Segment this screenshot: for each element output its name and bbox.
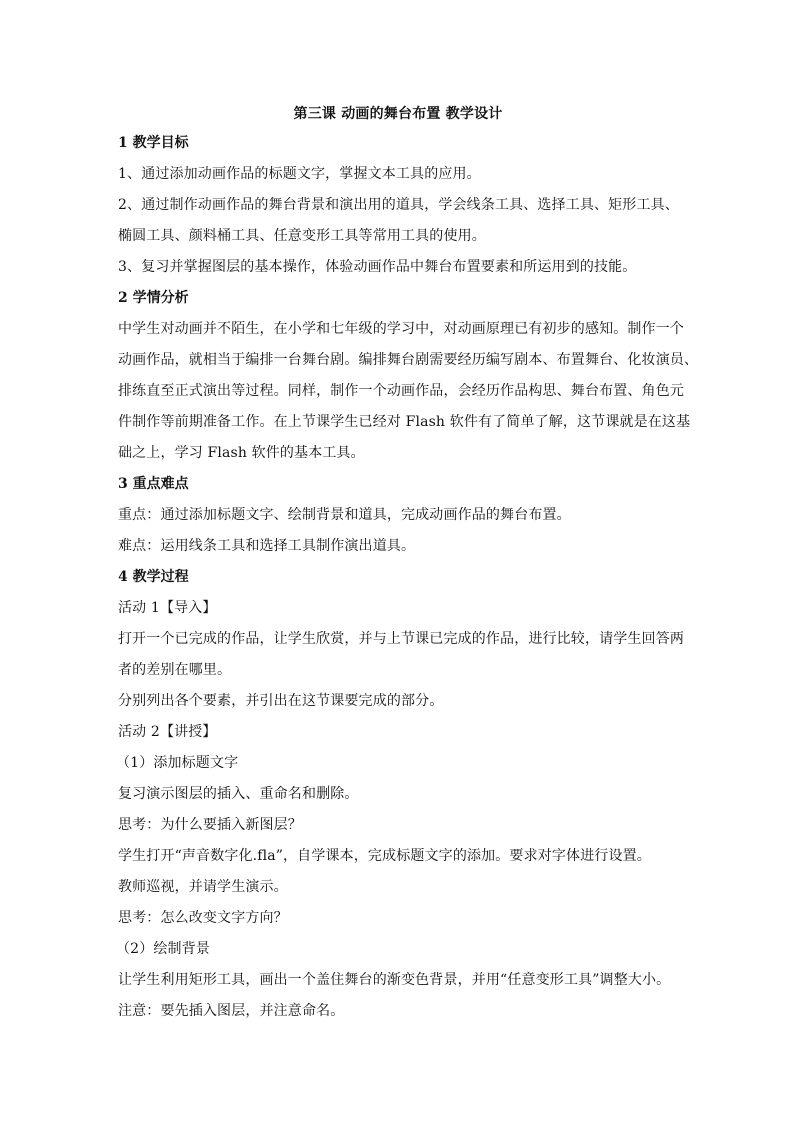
- paragraph-line: 1、通过添加动画作品的标题文字，掌握文本工具的应用。: [118, 166, 481, 182]
- subsection-label: （2）绘制背景: [116, 941, 210, 957]
- paragraph-line: 思考：为什么要插入新图层？: [118, 817, 302, 833]
- section-heading: 1 教学目标: [118, 135, 189, 151]
- section-heading: 2 学情分析: [118, 290, 189, 306]
- paragraph-line: 础之上，学习 Flash 软件的基本工具。: [118, 445, 365, 461]
- paragraph-line: 打开一个已完成的作品，让学生欣赏，并与上节课已完成的作品，进行比较，请学生回答两: [118, 631, 684, 647]
- paragraph-line: 难点：运用线条工具和选择工具制作演出道具。: [118, 538, 416, 554]
- paragraph-line: 让学生利用矩形工具，画出一个盖住舞台的渐变色背景，并用“任意变形工具”调整大小。: [118, 972, 671, 988]
- paragraph-line: 教师巡视，并请学生演示。: [118, 879, 288, 895]
- section-heading: 3 重点难点: [118, 476, 189, 492]
- paragraph-line: 2、通过制作动画作品的舞台背景和演出用的道具，学会线条工具、选择工具、矩形工具、: [118, 197, 679, 213]
- subsection-label: （1）添加标题文字: [116, 755, 239, 771]
- paragraph-line: 椭圆工具、颜料桶工具、任意变形工具等常用工具的使用。: [118, 228, 486, 244]
- paragraph-line: 学生打开“声音数字化.fla”，自学课本，完成标题文字的添加。要求对字体进行设置。: [118, 848, 651, 864]
- paragraph-line: 复习演示图层的插入、重命名和删除。: [118, 786, 359, 802]
- section-heading: 4 教学过程: [118, 569, 189, 585]
- document-body: [116, 100, 699, 1027]
- paragraph-line: 排练直至正式演出等过程。同样，制作一个动画作品，会经历作品构思、舞台布置、角色元: [118, 383, 684, 399]
- activity-label: 活动 2【讲授】: [118, 724, 217, 740]
- paragraph-line: 件制作等前期准备工作。在上节课学生已经对 Flash 软件有了简单了解，这节课就是在这基: [118, 414, 691, 430]
- document-title: 第三课 动画的舞台布置 教学设计: [293, 106, 503, 122]
- activity-label: 活动 1【导入】: [118, 600, 217, 616]
- paragraph-line: 3、复习并掌握图层的基本操作，体验动画作品中舞台布置要素和所运用到的技能。: [118, 259, 637, 275]
- paragraph-line: 思考：怎么改变文字方向？: [118, 910, 288, 926]
- paragraph-line: 中学生对动画并不陌生，在小学和七年级的学习中，对动画原理已有初步的感知。制作一个: [118, 321, 684, 337]
- paragraph-line: 注意：要先插入图层，并注意命名。: [118, 1003, 345, 1019]
- paragraph-line: 分别列出各个要素，并引出在这节课要完成的部分。: [118, 693, 444, 709]
- paragraph-line: 动画作品，就相当于编排一台舞台剧。编排舞台剧需要经历编写剧本、布置舞台、化妆演员、: [118, 352, 699, 368]
- paragraph-line: 重点：通过添加标题文字、绘制背景和道具，完成动画作品的舞台布置。: [118, 507, 571, 523]
- paragraph-line: 者的差别在哪里。: [118, 662, 232, 678]
